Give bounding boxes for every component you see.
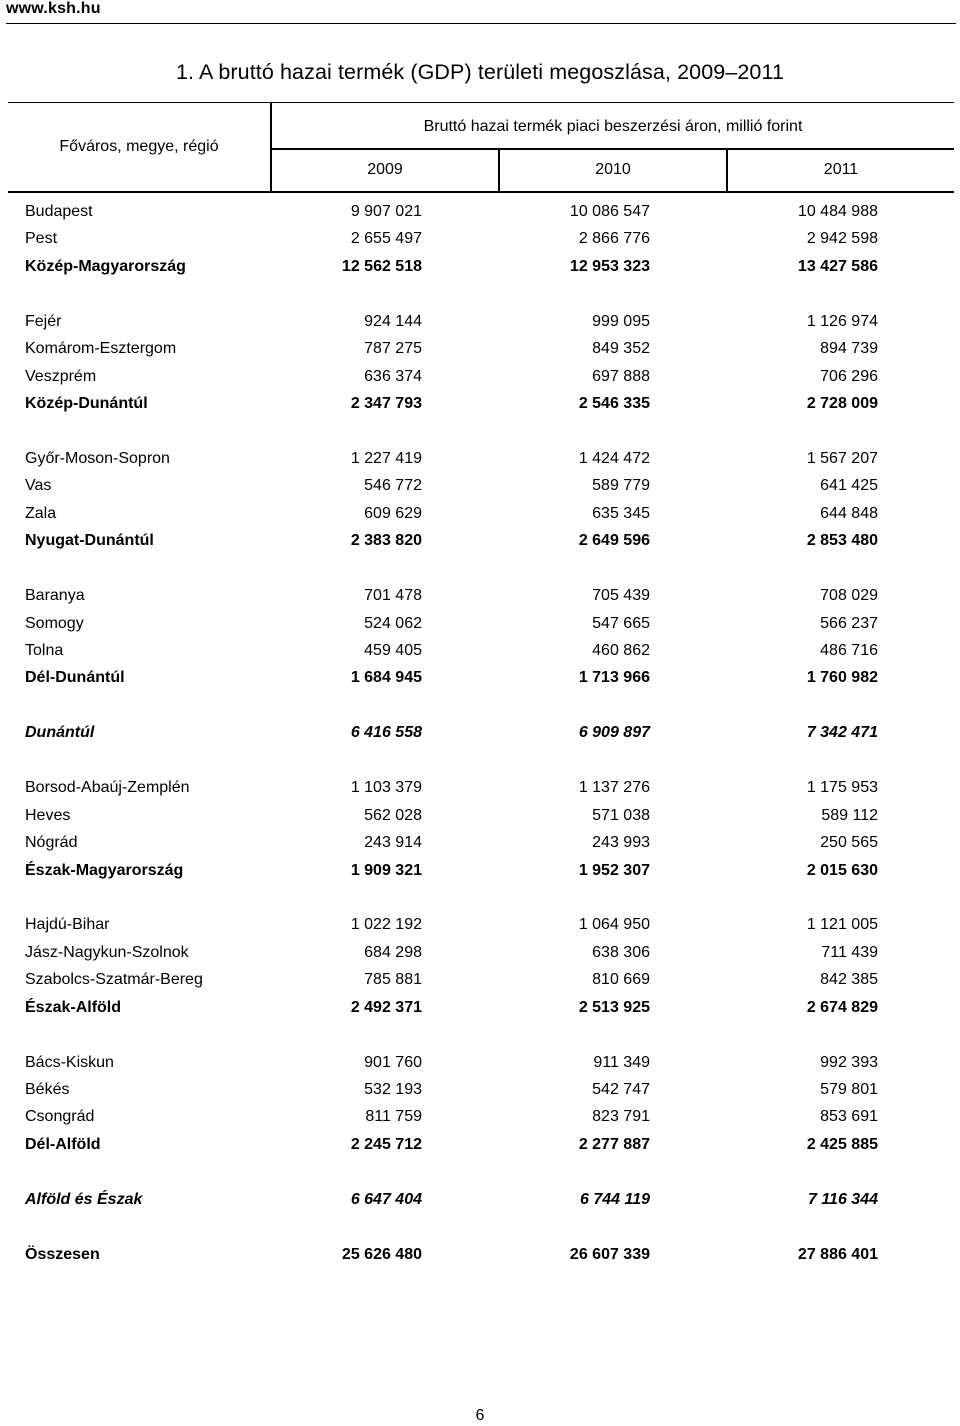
value-2010: 10 086 547 (569, 203, 650, 220)
table-row (0, 198, 960, 225)
value-2011: 13 427 586 (797, 257, 878, 275)
row-label: Zala (25, 504, 57, 522)
value-2009: 1 684 945 (350, 669, 422, 687)
value-2010: 547 665 (592, 614, 650, 632)
year-header-2009 (272, 150, 500, 191)
value-2009: 2 245 712 (350, 1135, 422, 1153)
row-spacer (0, 555, 960, 582)
value-2009: 459 405 (364, 642, 422, 659)
row-label: Észak-Alföld (25, 998, 122, 1016)
table-row (0, 829, 960, 856)
value-2009: 2 383 820 (350, 532, 422, 550)
value-2011: 992 393 (820, 1053, 878, 1071)
value-2010: 1 064 950 (578, 916, 650, 934)
grand-total-row (0, 1241, 960, 1268)
column-group-header (272, 103, 954, 150)
value-2011: 894 739 (820, 340, 878, 358)
row-spacer (0, 1158, 960, 1185)
year-label: 2010 (595, 161, 631, 178)
value-2009: 532 193 (364, 1081, 422, 1098)
row-label: Heves (25, 806, 71, 824)
value-2011: 706 296 (820, 367, 878, 385)
value-2010: 849 352 (592, 340, 650, 358)
table-body (0, 198, 960, 1268)
row-label: Összesen (25, 1245, 100, 1263)
region-total-row (0, 1131, 960, 1158)
row-label: Budapest (25, 203, 93, 220)
value-2010: 810 669 (592, 971, 650, 989)
row-label: Nyugat-Dunántúl (25, 532, 154, 550)
row-label: Bács-Kiskun (25, 1053, 114, 1071)
value-2010: 26 607 339 (569, 1245, 650, 1263)
page-number: 6 (475, 1407, 485, 1424)
value-2009: 2 655 497 (350, 230, 422, 248)
value-2009: 1 022 192 (350, 916, 422, 934)
value-2011: 853 691 (820, 1108, 878, 1126)
value-2011: 589 112 (821, 806, 878, 824)
value-2009: 684 298 (364, 943, 422, 961)
value-2010: 1 137 276 (578, 779, 650, 797)
macro-region-row (0, 719, 960, 746)
value-2011: 250 565 (820, 834, 878, 852)
table-row (0, 472, 960, 499)
value-2011: 2 728 009 (806, 395, 878, 413)
value-2009: 12 562 518 (341, 257, 422, 275)
row-label: Szabolcs-Szatmár-Bereg (25, 971, 203, 989)
value-2010: 2 649 596 (578, 532, 650, 550)
value-2009: 25 626 480 (341, 1245, 422, 1263)
row-spacer (0, 1213, 960, 1240)
year-header-2011 (728, 150, 954, 191)
value-2011: 2 015 630 (806, 861, 878, 879)
value-2011: 842 385 (820, 971, 878, 989)
row-header-label: Főváros, megye, régió (59, 138, 219, 155)
value-2009: 524 062 (364, 614, 422, 632)
value-2010: 697 888 (592, 367, 650, 385)
value-2009: 924 144 (364, 312, 422, 330)
site-link[interactable]: www.ksh.hu (6, 0, 101, 17)
row-spacer (0, 418, 960, 445)
region-total-row (0, 664, 960, 691)
row-label: Nógrád (25, 834, 78, 852)
value-2011: 566 237 (820, 614, 878, 632)
value-2009: 243 914 (364, 834, 422, 852)
value-2011: 2 425 885 (806, 1135, 878, 1153)
value-2009: 6 416 558 (350, 724, 422, 742)
table-row (0, 445, 960, 472)
value-2009: 6 647 404 (350, 1190, 422, 1208)
row-label: Fejér (25, 312, 62, 330)
region-total-row (0, 857, 960, 884)
value-2010: 2 866 776 (578, 230, 650, 248)
table-row (0, 225, 960, 252)
table-row (0, 582, 960, 609)
value-2010: 823 791 (592, 1108, 650, 1126)
row-label: Dunántúl (25, 724, 95, 742)
value-2010: 460 862 (592, 642, 650, 659)
row-spacer (0, 1021, 960, 1048)
table-row (0, 1103, 960, 1130)
value-2009: 785 881 (364, 971, 422, 989)
value-2010: 638 306 (592, 943, 650, 961)
value-2010: 6 909 897 (578, 724, 650, 742)
table-row (0, 610, 960, 637)
value-2011: 708 029 (820, 587, 878, 605)
macro-region-row (0, 1186, 960, 1213)
value-2011: 579 801 (820, 1081, 878, 1098)
value-2011: 27 886 401 (797, 1245, 878, 1263)
row-label: Győr-Moson-Sopron (25, 449, 170, 467)
value-2010: 243 993 (592, 834, 650, 852)
row-spacer (0, 747, 960, 774)
value-2009: 1 227 419 (350, 449, 422, 467)
value-2011: 2 674 829 (806, 998, 878, 1016)
row-label: Somogy (25, 614, 84, 632)
table-row (0, 500, 960, 527)
row-label: Alföld és Észak (25, 1190, 143, 1208)
row-label: Békés (25, 1081, 70, 1098)
year-header-2010 (500, 150, 728, 191)
value-2011: 641 425 (820, 477, 878, 495)
row-label: Észak-Magyarország (25, 861, 184, 879)
value-2010: 6 744 119 (580, 1190, 650, 1208)
value-2009: 2 492 371 (350, 998, 422, 1016)
table-row (0, 335, 960, 362)
row-label: Hajdú-Bihar (25, 916, 110, 934)
value-2011: 1 121 005 (806, 916, 878, 934)
value-2009: 901 760 (364, 1053, 422, 1071)
row-label: Közép-Dunántúl (25, 395, 148, 413)
value-2009: 1 909 321 (350, 861, 422, 879)
value-2011: 1 567 207 (806, 449, 878, 467)
table-row (0, 363, 960, 390)
region-total-row (0, 527, 960, 554)
region-total-row (0, 994, 960, 1021)
value-2009: 1 103 379 (350, 779, 422, 797)
table-row (0, 1076, 960, 1103)
row-label: Dél-Dunántúl (25, 669, 125, 687)
value-2009: 9 907 021 (350, 203, 422, 220)
row-spacer (0, 280, 960, 307)
row-spacer (0, 884, 960, 911)
table-header (8, 102, 954, 193)
value-2010: 542 747 (592, 1081, 650, 1098)
value-2010: 12 953 323 (569, 257, 650, 275)
row-label: Dél-Alföld (25, 1135, 101, 1153)
value-2010: 1 713 966 (578, 669, 650, 687)
value-2009: 636 374 (364, 367, 422, 385)
year-label: 2009 (367, 161, 403, 178)
value-2011: 2 942 598 (806, 230, 878, 248)
region-total-row (0, 253, 960, 280)
value-2010: 2 513 925 (578, 998, 650, 1016)
row-label: Pest (25, 230, 58, 248)
value-2011: 10 484 988 (797, 203, 878, 220)
table-row (0, 911, 960, 938)
row-label: Borsod-Abaúj-Zemplén (25, 779, 190, 797)
value-2010: 589 779 (592, 477, 650, 495)
row-label: Tolna (25, 642, 64, 659)
table-row (0, 637, 960, 664)
value-2009: 2 347 793 (350, 395, 422, 413)
value-2010: 911 349 (593, 1053, 650, 1071)
value-2010: 705 439 (592, 587, 650, 605)
row-header-cell (8, 103, 272, 191)
value-2010: 2 277 887 (578, 1135, 650, 1153)
value-2009: 609 629 (364, 504, 422, 522)
value-2011: 486 716 (820, 642, 878, 659)
table-row (0, 802, 960, 829)
row-label: Baranya (25, 587, 85, 605)
value-2010: 571 038 (592, 806, 650, 824)
value-2011: 1 760 982 (806, 669, 878, 687)
table-row (0, 1049, 960, 1076)
value-2011: 711 439 (821, 943, 878, 961)
value-2010: 2 546 335 (578, 395, 650, 413)
value-2009: 701 478 (364, 587, 422, 605)
value-2010: 999 095 (592, 312, 650, 330)
value-2011: 7 116 344 (808, 1190, 878, 1208)
table-title: 1. A bruttó hazai termék (GDP) területi megoszlása, 2009–2011 (175, 60, 785, 84)
value-2011: 7 342 471 (806, 724, 878, 742)
year-label: 2011 (823, 161, 859, 178)
table-row (0, 966, 960, 993)
value-2011: 1 175 953 (806, 779, 878, 797)
value-2011: 1 126 974 (806, 312, 878, 330)
row-label: Jász-Nagykun-Szolnok (25, 943, 189, 961)
value-2009: 546 772 (364, 477, 422, 495)
row-label: Komárom-Esztergom (25, 340, 177, 358)
value-2009: 787 275 (364, 340, 422, 358)
row-label: Vas (25, 477, 52, 495)
value-2009: 562 028 (364, 806, 422, 824)
row-label: Csongrád (25, 1108, 95, 1126)
table-row (0, 308, 960, 335)
row-label: Közép-Magyarország (25, 257, 186, 275)
value-2010: 1 952 307 (578, 861, 650, 879)
column-group-label: Bruttó hazai termék piaci beszerzési áron, millió forint (423, 118, 803, 135)
row-spacer (0, 692, 960, 719)
value-2011: 2 853 480 (806, 532, 878, 550)
region-total-row (0, 390, 960, 417)
row-label: Veszprém (25, 367, 97, 385)
value-2011: 644 848 (820, 504, 878, 522)
table-row (0, 774, 960, 801)
table-row (0, 939, 960, 966)
header-rule (6, 23, 956, 24)
value-2010: 1 424 472 (578, 449, 650, 467)
value-2010: 635 345 (592, 504, 650, 522)
value-2009: 811 759 (365, 1108, 422, 1126)
